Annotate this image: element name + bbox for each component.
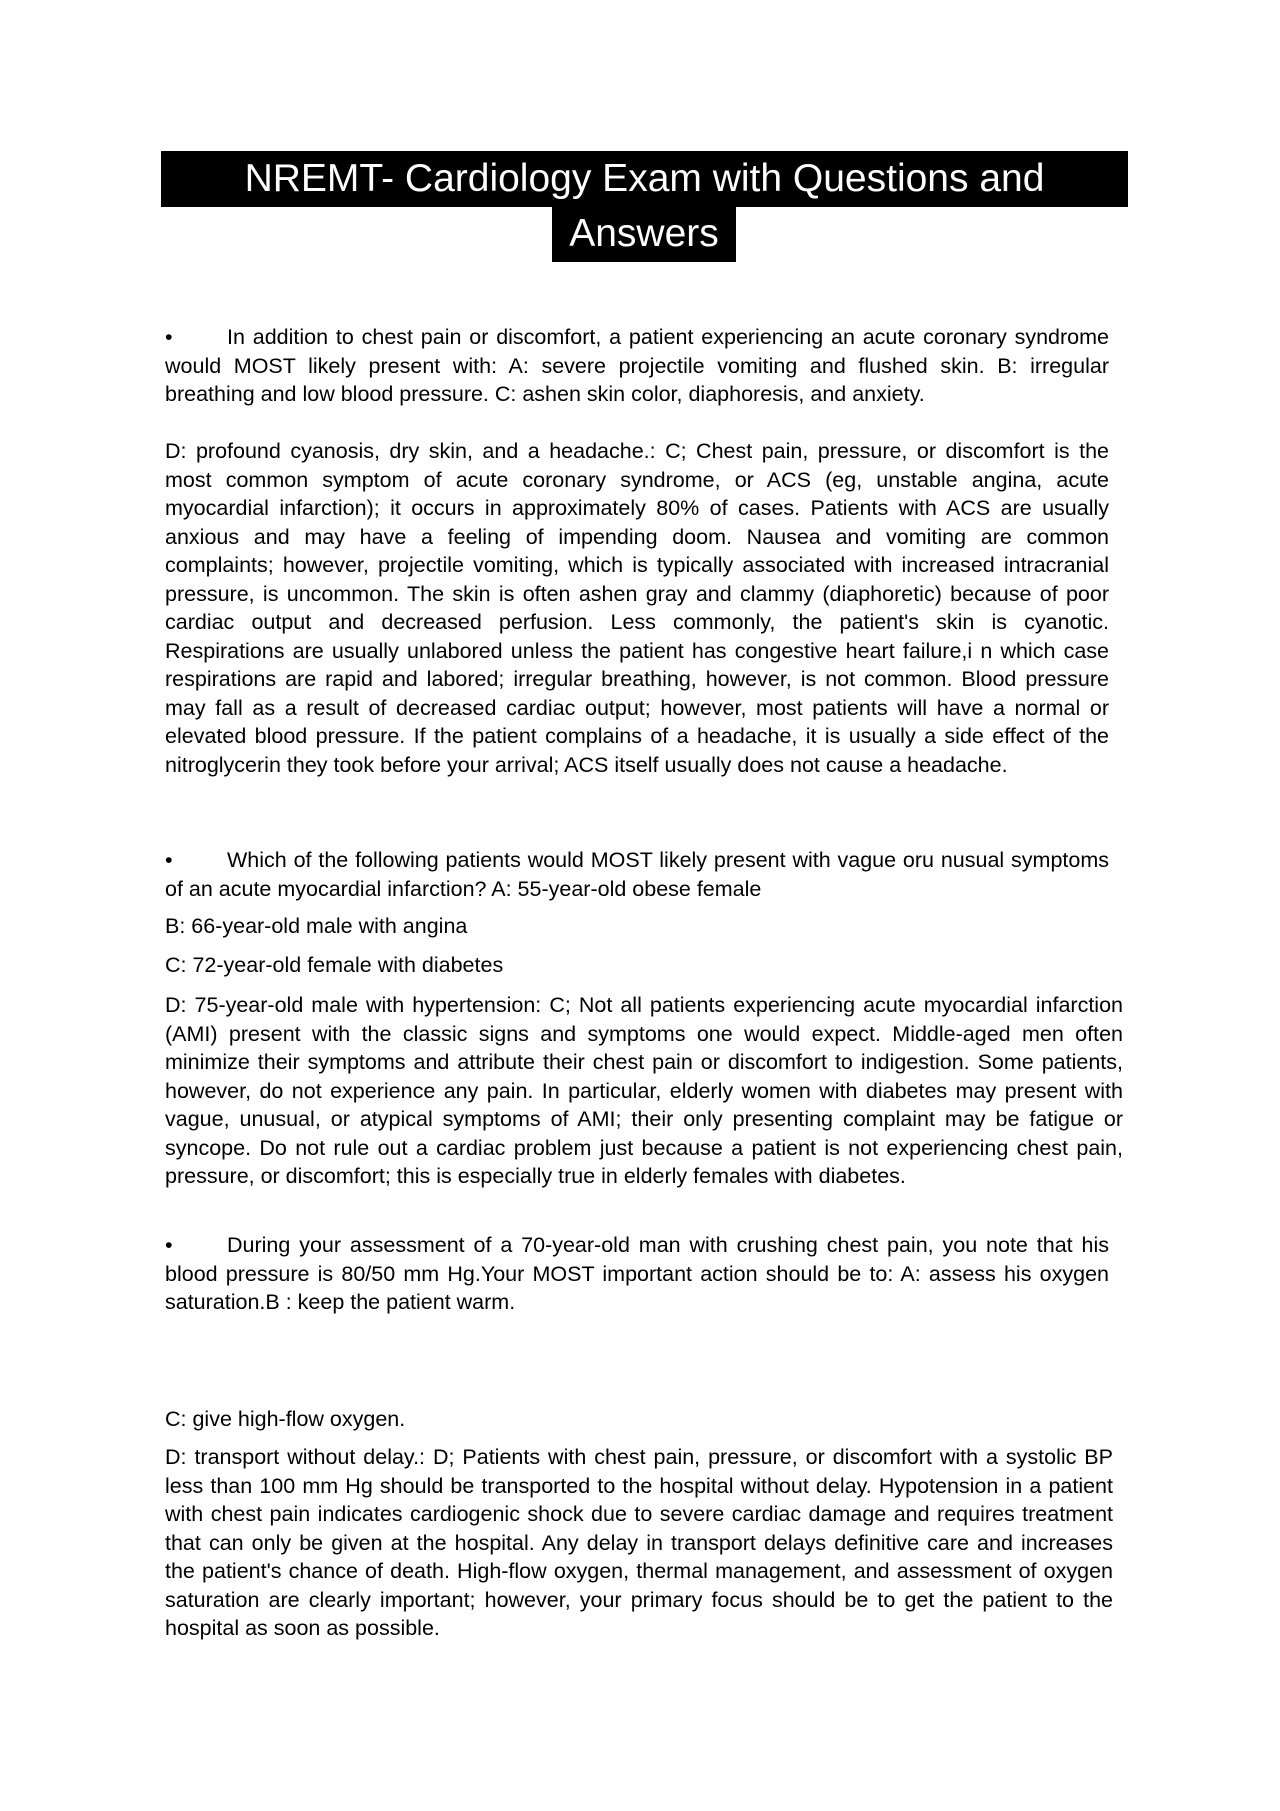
question-2-text: Which of the following patients would MOST likely present with vague oru nusual symptoms of an acute myocardial infarction? A: 55-year-old obese female [165,848,1109,901]
question-2 [165,846,1109,903]
document-title-line-1: NREMT- Cardiology Exam with Questions and [161,151,1128,207]
bullet-icon: • [165,848,173,872]
answer-2: D: 75-year-old male with hypertension: C; Not all patients experiencing acute myocardial infarction (AMI) present with the classic signs and symptoms one would expect. Middle-aged men often minimize their symptoms and attribute their chest pain or discomfort to indigestion. Some patients, however, do not experience any pain. In particular, elderly women with diabetes may present with vague, unusual, or atypical symptoms of AMI; their only presenting complaint may be fatigue or syncope. Do not rule out a cardiac problem just because a patient is not experiencing chest pain, pressure, or discomfort; this is especially true in elderly females with diabetes. [165,993,1123,1188]
question-2-option-b: B: 66-year-old male with angina [165,914,468,938]
question-3-option-c: C: give high-flow oxygen. [165,1407,406,1431]
answer-1: D: profound cyanosis, dry skin, and a headache.: C; Chest pain, pressure, or discomfort is the most common symptom of acute coronary syndrome, or ACS (eg, unstable angina, acute myocardial infarction); it occurs in approximately 80% of cases. Patients with ACS are usually anxious and may have a feeling of impending doom. Nausea and vomiting are common complaints; however, projectile vomiting, which is typically associated with increased intracranial pressure, is uncommon. The skin is often ashen gray and clammy (diaphoretic) because of poor cardiac output and decreased perfusion. Less commonly, the patient's skin is cyanotic. Respirations are usually unlabored unless the patient has congestive heart failure,i n which case respirations are rapid and labored; irregular breathing, however, is not common. Blood pressure may fall as a result of decreased cardiac output; however, most patients will have a normal or elevated blood pressure. If the patient complains of a headache, it is usually a side effect of the nitroglycerin they took before your arrival; ACS itself usually does not cause a headache. [165,439,1109,777]
document-title-line-2: Answers [552,206,736,262]
question-1 [165,323,1109,409]
question-3-text: During your assessment of a 70-year-old man with crushing chest pain, you note that his blood pressure is 80/50 mm Hg.Your MOST important action should be to: A: assess his oxygen saturation.B : keep the patient warm. [165,1233,1109,1314]
question-3 [165,1231,1109,1317]
bullet-icon: • [165,1233,173,1257]
answer-3: D: transport without delay.: D; Patients with chest pain, pressure, or discomfort with a systolic BP less than 100 mm Hg should be transported to the hospital without delay. Hypotension in a patient with chest pain indicates cardiogenic shock due to severe cardiac damage and requires treatment that can only be given at the hospital. Any delay in transport delays definitive care and increases the patient's chance of death. High-flow oxygen, thermal management, and assessment of oxygen saturation are clearly important; however, your primary focus should be to get the patient to the hospital as soon as possible. [165,1445,1113,1640]
question-2-option-c: C: 72-year-old female with diabetes [165,953,504,977]
bullet-icon: • [165,325,173,349]
question-1-text: In addition to chest pain or discomfort, a patient experiencing an acute coronary syndrome would MOST likely present with: A: severe projectile vomiting and flushed skin. B: irregular breathing and low blood pressure. C: ashen skin color, diaphoresis, and anxiety. [165,325,1109,406]
